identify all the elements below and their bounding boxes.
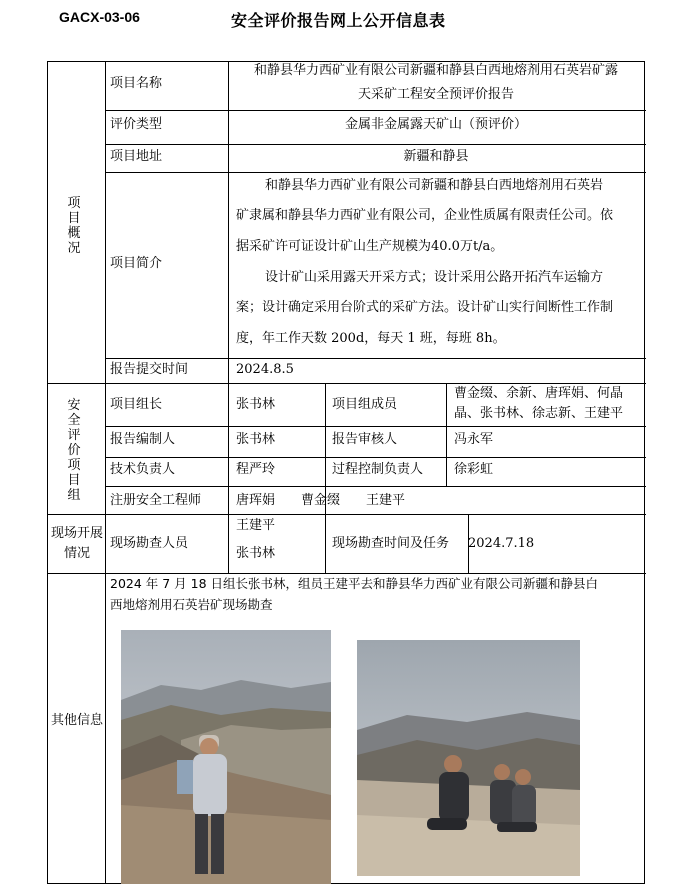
team-section-label: 安全评价项目组 [67, 398, 81, 503]
editor-value: 张书林 [236, 432, 276, 447]
members-line-2: 晶、张书林、徐志新、王建平 [454, 406, 624, 421]
tech-lead-label: 技术负责人 [110, 462, 176, 477]
intro-line: 度，年工作天数 200d，每天 1 班，每班 8h。 [236, 331, 506, 346]
process-lead-value: 徐彩虹 [454, 462, 494, 477]
intro-line: 据采矿许可证设计矿山生产规模为40.0万t/a。 [236, 239, 504, 254]
engineer-label: 注册安全工程师 [110, 493, 202, 508]
address-label: 项目地址 [110, 149, 163, 164]
reviewer-label: 报告审核人 [332, 432, 398, 447]
reviewer-value: 冯永军 [454, 432, 494, 447]
leader-label: 项目组长 [110, 397, 163, 412]
survey-staff-label: 现场勘查人员 [110, 536, 189, 551]
project-name-line-1: 和静县华力西矿业有限公司新疆和静县白西地熔剂用石英岩矿露 [253, 63, 618, 78]
leader-value: 张书林 [236, 397, 276, 412]
survey-person: 王建平 [236, 518, 276, 533]
site-section-label: 现场开展情况 [50, 526, 103, 561]
members-line-1: 曹金缀、余新、唐珲娟、何晶 [454, 386, 624, 401]
project-name-line-2: 天采矿工程安全预评价报告 [357, 87, 514, 102]
survey-time-label: 现场勘查时间及任务 [332, 536, 450, 551]
other-desc-line-2: 西地熔剂用石英岩矿现场勘查 [110, 597, 273, 612]
other-desc-line-1: 2024 年 7 月 18 日组长张书林，组员王建平去和静县华力西矿业有限公司新疆和静县白 [110, 576, 599, 591]
overview-section-label: 项目概况 [67, 196, 81, 256]
process-lead-label: 过程控制负责人 [332, 462, 424, 477]
eval-type-label: 评价类型 [110, 117, 163, 132]
eval-type-value: 金属非金属露天矿山（预评价） [344, 117, 527, 132]
address-value: 新疆和静县 [403, 149, 469, 164]
other-section-label: 其他信息 [50, 713, 103, 728]
tech-lead-value: 程严玲 [236, 462, 276, 477]
intro-label: 项目简介 [110, 256, 163, 271]
intro-line: 矿隶属和静县华力西矿业有限公司，企业性质属有限责任公司。依 [236, 208, 614, 223]
members-label: 项目组成员 [332, 397, 398, 412]
survey-time-value: 2024.7.18 [468, 536, 535, 551]
editor-label: 报告编制人 [110, 432, 176, 447]
intro-line: 和静县华力西矿业有限公司新疆和静县白西地熔剂用石英岩 [265, 178, 604, 193]
intro-line: 设计矿山采用露天开采方式；设计采用公路开拓汽车运输方 [265, 270, 604, 285]
submit-time-value: 2024.8.5 [236, 362, 294, 377]
engineer-values: 唐珲娟 曹金缀 王建平 [236, 493, 406, 508]
site-photo-2 [357, 640, 580, 876]
intro-line: 案；设计确定采用台阶式的采矿方法。设计矿山实行间断性工作制 [236, 300, 614, 315]
site-photo-1 [121, 630, 331, 884]
page-title: 安全评价报告网上公开信息表 [231, 11, 446, 30]
submit-time-label: 报告提交时间 [110, 362, 189, 377]
survey-person: 张书林 [236, 546, 276, 561]
form-code: GACX-03-06 [59, 9, 140, 25]
project-name-label: 项目名称 [110, 76, 163, 91]
